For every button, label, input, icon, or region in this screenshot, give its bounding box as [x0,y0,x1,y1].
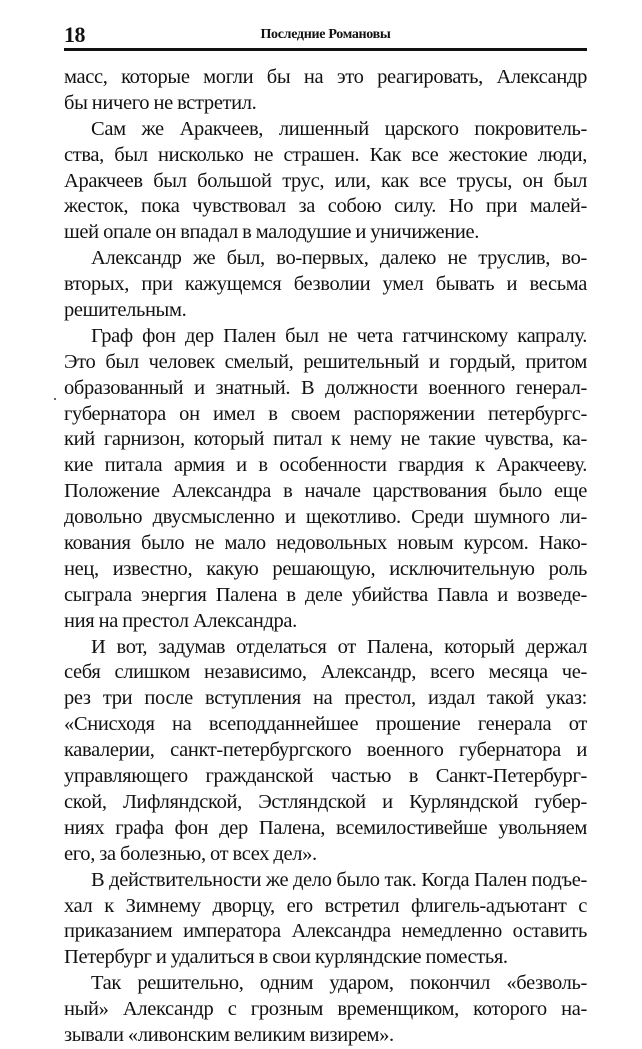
text-line: вторых, при кажущемся безволии умел бывать и весьма [64,273,587,296]
text-line: ской, Лифляндской, Эстляндской и Курляндской губер- [64,790,587,813]
text-line: образованный и знатный. В должности военного генерал- [64,376,587,399]
running-head [64,22,587,51]
text-line: кавалерии, санкт-петербургского военного губернатора и [64,739,587,762]
book-page [64,22,587,1049]
body-text [64,65,587,1049]
text-line: Граф фон дер Пален был не чета гатчинскому капралу. [91,324,587,347]
text-line: приказанием императора Александра немедленно оставить [64,920,587,943]
text-line: кования было не мало недовольных новым курсом. Нако- [64,532,587,555]
text-line: ниях графа фон дер Палена, всемилостивейше увольняем [64,816,587,839]
text-line: Так решительно, одним ударом, покончил «безволь- [91,972,587,995]
text-line: его, за болезнью, от всех дел». [64,842,317,865]
text-line: управляющего гражданской частью в Санкт-Петербург- [64,765,587,788]
scan-speck [54,398,56,400]
text-line: бы ничего не встретил. [64,91,257,114]
paragraph-5 [64,635,587,868]
text-line: шей опале он впадал в малодушие и уничижение. [64,221,480,244]
paragraph-1 [64,65,587,117]
paragraph-3 [64,246,587,324]
text-line: сыграла энергия Палена в деле убийства Павла и возведе- [64,583,587,606]
text-line: губернатора он имел в своем распоряжении петербургс- [64,402,587,425]
paragraph-6 [64,868,587,972]
text-line: И вот, задумав отделаться от Палена, который держал [91,635,587,658]
text-line: рез три после вступления на престол, издал такой указ: [64,687,587,710]
text-line: себя слишком независимо, Александр, всего месяца че- [64,661,587,684]
text-line: довольно двусмысленно и щекотливо. Среди шумного ли- [64,506,587,529]
text-line: Это был человек смелый, решительный и гордый, притом [64,350,587,373]
text-line: Сам же Аракчеев, лишенный царского покровитель- [91,117,587,140]
text-line: ный» Александр с грозным временщиком, которого на- [64,998,587,1021]
text-line: кий гарнизон, который питал к нему не такие чувства, ка- [64,428,587,451]
text-line: ства, был нисколько не страшен. Как все жестокие люди, [64,143,587,166]
paragraph-7 [64,971,587,1049]
text-line: хал к Зимнему дворцу, его встретил флигель-адъютант с [64,894,587,917]
paragraph-4 [64,324,587,635]
paragraph-2 [64,117,587,246]
text-line: нец, известно, какую решающую, исключительную роль [64,557,587,580]
text-line: жесток, пока чувствовал за собою силу. Но при малей- [64,195,587,218]
text-line: зывали «ливонским великим визирем». [64,1023,394,1046]
text-line: масс, которые могли бы на это реагировать, Александр [64,66,587,88]
text-line: Положение Александра в начале царствования было еще [64,480,587,503]
text-line: Петербург и удалиться в свои курляндские поместья. [64,946,508,969]
text-line: ния на престол Александра. [64,609,297,632]
text-line: Аракчеев был большой трус, или, как все трусы, он был [64,169,587,192]
text-line: решительным. [64,299,187,322]
book-title: Последние Романовы [260,27,391,42]
text-line: кие питала армия и в особенности гвардия к Аракчееву. [64,454,587,477]
page-number: 18 [64,22,85,47]
text-line: В действительности же дело было так. Когда Пален подъе- [91,868,587,891]
text-line: «Снисходя на всеподданнейшее прошение генерала от [64,713,587,736]
text-line: Александр же был, во-первых, далеко не труслив, во- [91,247,587,270]
